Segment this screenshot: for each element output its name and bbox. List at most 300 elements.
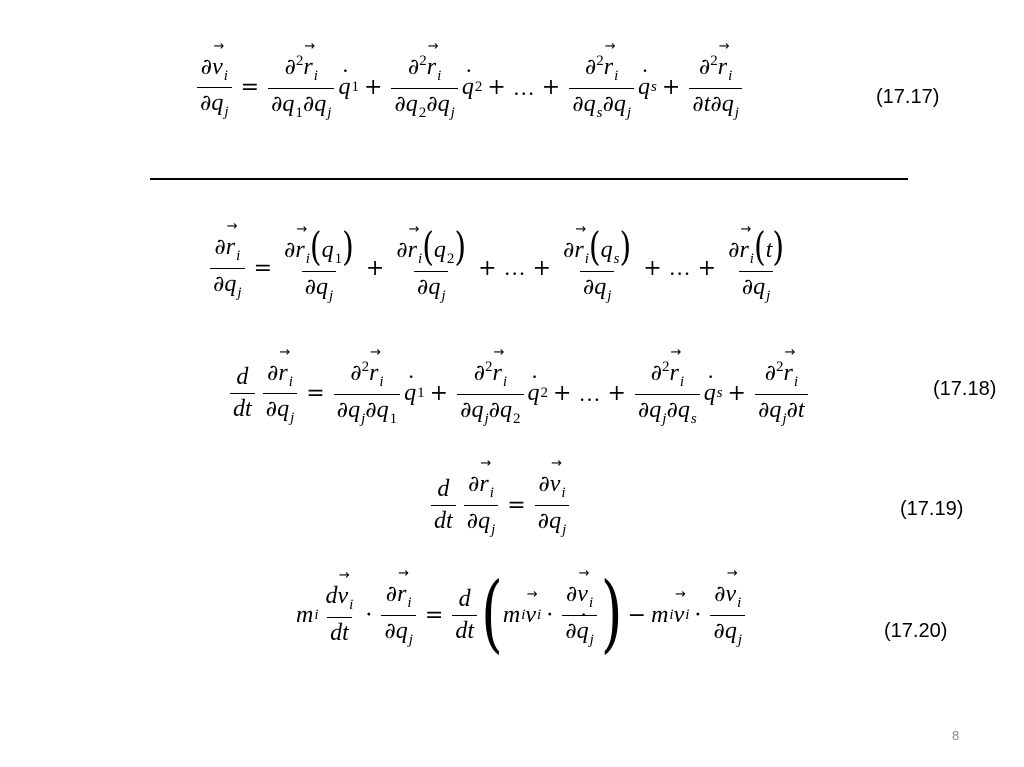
math-symbol: v → xyxy=(338,584,349,609)
page-number: 8 xyxy=(952,728,960,743)
math-symbol: i xyxy=(793,374,798,390)
math-symbol: s xyxy=(651,79,657,96)
math-symbol: d xyxy=(458,585,471,612)
math-symbol: ∂ xyxy=(350,361,362,386)
math-symbol: · xyxy=(365,602,373,628)
math-symbol: = xyxy=(306,381,325,407)
numerator xyxy=(560,224,634,271)
math-symbol: q xyxy=(769,396,782,423)
denominator xyxy=(302,271,337,305)
math-symbol: v → xyxy=(212,55,223,80)
fraction xyxy=(431,477,456,534)
math-symbol: m xyxy=(502,601,521,628)
denominator xyxy=(230,393,255,422)
numerator xyxy=(198,55,231,88)
math-symbol: = xyxy=(253,255,272,281)
math-symbol: i xyxy=(489,485,494,501)
math-symbol: i xyxy=(737,595,742,611)
math-symbol: r → xyxy=(574,238,583,263)
denominator xyxy=(210,268,245,302)
math-symbol: ∂ xyxy=(271,91,283,117)
math-symbol: q xyxy=(277,396,290,423)
denominator xyxy=(334,394,400,428)
math-symbol: · xyxy=(546,602,554,628)
denominator xyxy=(263,393,298,427)
math-symbol: q xyxy=(376,396,389,423)
math-symbol: s xyxy=(690,410,697,427)
equation-17-18 xyxy=(226,360,812,428)
numerator xyxy=(696,54,735,88)
math-symbol: j xyxy=(589,631,594,648)
fraction xyxy=(725,224,787,305)
math-symbol: i xyxy=(288,373,293,390)
math-symbol: ) xyxy=(454,224,467,271)
numerator xyxy=(282,54,321,88)
math-symbol: r → xyxy=(669,361,678,386)
equation-17-20 xyxy=(296,565,749,664)
math-symbol: q xyxy=(433,237,446,263)
numerator xyxy=(211,235,243,268)
math-symbol: ∂ xyxy=(602,91,614,117)
math-symbol: ∂ xyxy=(698,55,711,80)
fraction xyxy=(562,582,597,649)
math-symbol: v → xyxy=(525,602,536,629)
math-symbol: q xyxy=(405,90,418,117)
math-symbol: i xyxy=(437,68,442,84)
math-symbol: r → xyxy=(739,238,748,263)
math-symbol: q · xyxy=(577,619,589,644)
math-symbol: r → xyxy=(604,55,613,80)
math-symbol: ∂ xyxy=(200,91,212,117)
math-symbol: j xyxy=(484,410,489,427)
math-symbol: 1 xyxy=(389,410,398,427)
fraction xyxy=(197,55,232,122)
math-symbol: q xyxy=(753,273,766,300)
fraction xyxy=(210,235,245,302)
math-symbol: q xyxy=(395,617,408,644)
math-symbol: + xyxy=(697,255,717,281)
math-symbol: j xyxy=(441,287,446,304)
fraction xyxy=(569,54,634,122)
math-symbol: m xyxy=(296,601,314,628)
math-symbol: 2 xyxy=(775,359,784,375)
math-symbol: ∂ xyxy=(407,55,420,80)
math-symbol: i xyxy=(679,374,684,390)
math-symbol: q · xyxy=(704,380,716,407)
math-symbol: ∂ xyxy=(385,582,398,607)
math-symbol: i xyxy=(584,251,589,267)
math-symbol: i xyxy=(314,606,319,623)
math-symbol: q xyxy=(500,396,513,423)
math-symbol: 2 xyxy=(474,79,483,96)
math-symbol: t xyxy=(797,396,805,423)
math-symbol: dt xyxy=(330,620,349,647)
math-symbol: q · xyxy=(462,74,474,101)
math-symbol: r → xyxy=(427,55,436,80)
math-symbol: ∂ xyxy=(416,274,429,300)
math-symbol: ∂ xyxy=(213,271,225,297)
math-symbol: i xyxy=(728,68,733,84)
math-symbol: q xyxy=(321,237,334,263)
numerator xyxy=(762,360,801,394)
math-symbol: j xyxy=(737,631,742,648)
math-symbol: ∂ xyxy=(426,91,438,117)
math-symbol: r → xyxy=(718,55,727,80)
math-symbol: r → xyxy=(783,361,792,386)
math-symbol: + xyxy=(532,255,551,281)
math-symbol: q xyxy=(282,90,295,117)
math-symbol: ∂ xyxy=(713,618,725,644)
denominator xyxy=(452,615,477,644)
equation-17-19 xyxy=(427,472,573,539)
math-symbol: ∂ xyxy=(538,472,550,497)
math-symbol: … xyxy=(512,74,535,100)
numerator xyxy=(405,54,444,88)
denominator xyxy=(464,505,499,539)
math-symbol: ∂ xyxy=(284,238,296,263)
fraction xyxy=(391,54,457,122)
math-symbol: 2 xyxy=(446,251,455,267)
math-symbol: j xyxy=(329,287,334,304)
math-symbol: 1 xyxy=(351,79,359,96)
math-symbol: r → xyxy=(408,238,417,263)
math-symbol: d xyxy=(437,475,450,502)
math-symbol: i xyxy=(407,595,412,611)
math-symbol: ∂ xyxy=(741,274,754,300)
fraction xyxy=(323,584,357,646)
math-symbol: ∂ xyxy=(336,397,349,423)
math-symbol: r → xyxy=(397,582,406,607)
math-symbol: j xyxy=(562,521,567,538)
numerator xyxy=(281,224,357,271)
math-symbol: ∂ xyxy=(710,91,722,117)
fraction xyxy=(334,360,400,428)
math-symbol: ∂ xyxy=(537,508,550,534)
math-symbol: ∂ xyxy=(214,235,226,260)
numerator xyxy=(582,54,621,88)
math-symbol: j xyxy=(327,104,332,121)
fraction xyxy=(710,582,745,649)
math-symbol: ∂ xyxy=(764,361,776,386)
math-symbol: ( xyxy=(588,224,601,271)
denominator xyxy=(562,615,597,649)
math-symbol: i xyxy=(669,606,674,623)
numerator xyxy=(648,360,687,394)
denominator xyxy=(414,271,449,305)
math-symbol: · xyxy=(694,602,702,628)
math-symbol: ∂ xyxy=(582,274,595,300)
math-symbol: 2 xyxy=(513,410,521,427)
math-symbol: 2 xyxy=(710,53,718,69)
equation-number: (17.18) xyxy=(933,378,997,400)
math-symbol: ∂ xyxy=(460,397,472,423)
math-symbol: ∂ xyxy=(637,397,650,423)
math-symbol: q xyxy=(583,90,596,117)
fraction xyxy=(230,365,255,422)
denominator xyxy=(689,88,742,122)
math-symbol: j xyxy=(491,521,496,538)
fraction xyxy=(755,360,808,428)
math-symbol: i xyxy=(749,251,754,267)
numerator xyxy=(383,582,415,615)
math-symbol: i xyxy=(349,597,354,614)
math-symbol: ∂ xyxy=(468,472,480,497)
denominator xyxy=(635,394,700,428)
math-symbol: j xyxy=(626,104,632,121)
math-symbol: ∂ xyxy=(757,397,770,423)
denominator xyxy=(569,88,634,122)
math-symbol: ∂ xyxy=(565,582,578,607)
math-symbol: 2 xyxy=(484,359,493,375)
math-symbol: 2 xyxy=(661,359,670,375)
numerator xyxy=(471,360,510,394)
denominator xyxy=(710,615,745,649)
math-symbol: ) xyxy=(772,224,785,271)
numerator xyxy=(264,361,296,394)
math-symbol: m xyxy=(651,601,669,628)
math-symbol: q xyxy=(724,617,737,644)
math-symbol: + xyxy=(363,75,383,101)
divider-line xyxy=(150,178,908,180)
math-symbol: i xyxy=(561,485,566,501)
math-symbol: ( xyxy=(481,565,503,664)
fraction xyxy=(393,224,469,305)
math-symbol: i xyxy=(418,251,423,267)
math-symbol: r → xyxy=(278,361,287,386)
fraction xyxy=(560,224,634,305)
math-symbol: q xyxy=(549,507,562,534)
math-symbol: ∂ xyxy=(396,238,408,263)
math-symbol: 2 xyxy=(418,104,427,121)
math-symbol: j xyxy=(782,410,787,427)
math-symbol: 1 xyxy=(417,385,425,402)
math-symbol: 1 xyxy=(295,104,303,121)
fraction xyxy=(452,587,477,644)
fraction xyxy=(457,360,523,428)
math-symbol: q · xyxy=(528,380,540,407)
numerator xyxy=(535,472,568,505)
math-symbol: r → xyxy=(295,238,304,263)
math-symbol: j xyxy=(361,410,366,427)
math-symbol: q xyxy=(437,90,450,117)
math-symbol: i xyxy=(379,374,384,390)
math-symbol: ∂ xyxy=(572,91,584,117)
math-symbol: j xyxy=(290,410,295,427)
math-symbol: s xyxy=(613,251,620,267)
math-symbol: + xyxy=(727,381,746,407)
math-symbol: ∂ xyxy=(565,618,577,644)
math-symbol: ( xyxy=(753,224,766,271)
math-symbol: + xyxy=(661,75,681,101)
numerator xyxy=(725,224,787,271)
math-symbol: + xyxy=(429,381,449,407)
math-symbol: ∂ xyxy=(473,361,485,386)
denominator xyxy=(327,617,352,646)
math-symbol: q xyxy=(316,273,329,300)
fraction xyxy=(381,582,416,649)
fraction xyxy=(464,472,499,539)
math-symbol: q · xyxy=(404,380,416,407)
denominator xyxy=(580,271,615,305)
math-symbol: r → xyxy=(303,55,312,80)
math-symbol: i xyxy=(223,67,228,84)
equation-number: (17.19) xyxy=(900,498,964,520)
math-symbol: + xyxy=(553,381,572,407)
math-symbol: j xyxy=(450,104,455,121)
math-symbol: q xyxy=(224,270,237,297)
denominator xyxy=(535,505,570,539)
math-symbol: dt xyxy=(455,617,475,644)
math-symbol: d xyxy=(236,364,249,391)
math-symbol: i xyxy=(502,374,507,390)
math-symbol: ∂ xyxy=(563,238,575,263)
denominator xyxy=(457,394,523,428)
math-symbol: q xyxy=(613,90,626,117)
numerator xyxy=(323,584,357,617)
math-symbol: j xyxy=(237,284,242,301)
math-symbol: v → xyxy=(725,582,736,607)
equation-17-17 xyxy=(193,54,746,122)
math-symbol: r → xyxy=(479,472,488,497)
math-symbol: ∂ xyxy=(265,397,278,423)
fraction xyxy=(281,224,357,305)
math-symbol: + xyxy=(607,381,626,407)
numerator xyxy=(465,472,497,505)
math-symbol: t xyxy=(765,237,773,263)
math-symbol: 1 xyxy=(334,251,343,267)
math-symbol: ) xyxy=(619,224,632,271)
math-symbol: q xyxy=(649,396,662,423)
math-symbol: r → xyxy=(492,361,501,386)
math-symbol: + xyxy=(365,255,385,281)
numerator xyxy=(233,365,251,393)
math-symbol: j xyxy=(734,104,739,121)
math-symbol: ( xyxy=(422,224,434,271)
math-symbol: 2 xyxy=(361,359,370,375)
denominator xyxy=(431,505,456,534)
math-symbol: ( xyxy=(309,224,322,271)
math-symbol: 2 xyxy=(596,53,604,69)
math-symbol: 2 xyxy=(295,53,304,69)
math-symbol: v → xyxy=(550,472,561,497)
denominator xyxy=(197,87,232,121)
math-symbol: j xyxy=(224,104,229,121)
math-symbol: ∂ xyxy=(650,361,662,386)
math-symbol: v → xyxy=(674,602,685,629)
math-symbol: … xyxy=(503,255,526,281)
math-symbol: s xyxy=(596,104,603,121)
math-symbol: dt xyxy=(233,396,252,423)
math-symbol: q xyxy=(211,90,224,117)
math-symbol: t xyxy=(703,90,711,117)
denominator xyxy=(739,271,774,305)
math-symbol: i xyxy=(313,68,318,84)
denominator xyxy=(268,88,334,122)
numerator xyxy=(347,360,386,394)
math-symbol: ∂ xyxy=(304,274,317,300)
math-symbol: ) xyxy=(342,224,354,271)
math-symbol: i xyxy=(537,606,542,623)
fraction xyxy=(268,54,334,122)
math-symbol: ∂ xyxy=(284,55,296,80)
denominator xyxy=(381,615,416,649)
math-symbol: q xyxy=(314,90,327,117)
math-symbol: ∂ xyxy=(666,397,678,423)
math-symbol: j xyxy=(662,410,667,427)
math-symbol: d xyxy=(325,583,338,610)
math-symbol: q xyxy=(428,273,441,300)
math-symbol: i xyxy=(521,606,526,623)
fraction xyxy=(535,472,570,539)
math-symbol: − xyxy=(627,602,647,628)
math-symbol: j xyxy=(408,631,413,648)
math-symbol: s xyxy=(716,385,723,402)
math-symbol: + xyxy=(478,255,497,281)
math-symbol: ∂ xyxy=(692,91,704,117)
equation-dr-dq xyxy=(206,224,791,305)
math-symbol: 2 xyxy=(419,53,427,69)
numerator xyxy=(393,224,469,271)
math-symbol: ) xyxy=(600,565,623,664)
equation-number: (17.17) xyxy=(876,86,940,108)
math-symbol: + xyxy=(487,75,506,101)
math-symbol: q xyxy=(677,396,690,423)
math-symbol: i xyxy=(614,68,619,84)
math-symbol: 2 xyxy=(540,385,549,402)
math-symbol: ∂ xyxy=(488,397,501,423)
math-symbol: = xyxy=(240,75,259,101)
math-symbol: = xyxy=(424,602,444,628)
math-symbol: j xyxy=(766,287,771,304)
fraction xyxy=(635,360,700,428)
math-symbol: ∂ xyxy=(728,238,740,263)
math-symbol: ∂ xyxy=(200,54,213,80)
denominator xyxy=(391,88,457,122)
numerator xyxy=(456,587,474,615)
math-symbol: ∂ xyxy=(714,582,726,607)
math-symbol: r → xyxy=(226,235,235,260)
math-symbol: q xyxy=(471,396,484,423)
math-symbol: q · xyxy=(338,74,350,101)
math-symbol: ∂ xyxy=(584,55,597,80)
fraction xyxy=(263,361,298,428)
numerator xyxy=(434,477,452,505)
math-symbol: i xyxy=(588,595,594,611)
math-symbol: i xyxy=(685,606,690,623)
math-symbol: ∂ xyxy=(302,91,315,117)
math-symbol: ∂ xyxy=(267,360,279,386)
math-symbol: q xyxy=(594,273,607,300)
math-symbol: ∂ xyxy=(394,91,406,117)
math-symbol: q xyxy=(348,396,361,423)
math-symbol: ∂ xyxy=(466,508,479,534)
math-symbol: j xyxy=(607,287,612,304)
math-symbol: q xyxy=(600,237,613,263)
math-symbol: + xyxy=(643,255,662,281)
math-symbol: r → xyxy=(369,361,378,386)
math-symbol: ∂ xyxy=(384,618,396,644)
math-symbol: … xyxy=(668,255,691,281)
math-symbol: q · xyxy=(638,74,650,101)
numerator xyxy=(711,582,744,615)
math-symbol: q xyxy=(478,507,491,534)
equation-number: (17.20) xyxy=(884,620,948,642)
fraction xyxy=(689,54,742,122)
math-symbol: + xyxy=(541,75,561,101)
math-symbol: dt xyxy=(434,507,453,534)
math-symbol: ∂ xyxy=(786,397,798,423)
denominator xyxy=(755,394,808,428)
